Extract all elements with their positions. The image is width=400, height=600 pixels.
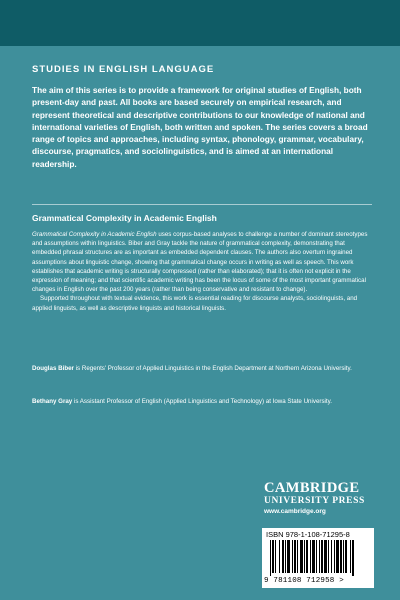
author-bio-biber: [32, 364, 372, 373]
book-description: [32, 230, 372, 313]
description-text: uses corpus-based analyses to challenge a number of dominant stereotypes and assumptions within linguistics. Biber and Gray tackle the nature of grammatical complexity, demonstrating that embedded phrasal structures are as important as embedded dependent clauses. The authors also overturn ingrained assumptions about linguistic change, showing that grammatical change occurs in writing as well as speech. This work establishes that academic writing is structurally compressed (rather than elaborated); that it is often not explicit in the expression of meaning; and that scientific academic writing has been the locus of some of the most important grammatical changes in English over the past 200 years (rather than being conservative and resistant to change).: [32, 231, 368, 294]
series-heading: STUDIES IN ENGLISH LANGUAGE: [32, 64, 215, 75]
author-name: Bethany Gray: [32, 398, 73, 405]
author-bio-text: is Assistant Professor of English (Applied Linguistics and Technology) at Iowa State University.: [72, 398, 333, 405]
author-bio-text: is Regents' Professor of Applied Linguistics in the English Department at Northern Arizona University.: [73, 365, 352, 372]
series-blurb: The aim of this series is to provide a framework for original studies of English, both present-day and past. All books are based securely on empirical research, and represent theoretical and descriptive contributions to our knowledge of national and international varieties of English, both written and spoken. The series covers a broad range of topics and approaches, including syntax, phonology, grammar, vocabulary, discourse, pragmatics, and sociolinguistics, and is aimed at an international readership.: [32, 85, 368, 169]
description-paragraph-1: [32, 230, 372, 294]
description-paragraph-2: Supported throughout with textual evidence, this work is essential reading for discourse analysts, sociolinguists, and applied linguists, as well as descriptive linguists and historical linguists.: [32, 295, 358, 312]
divider: [32, 204, 372, 205]
publisher-logo: [264, 481, 380, 516]
publisher-url: www.cambridge.org: [264, 508, 326, 515]
book-title: Grammatical Complexity in Academic English: [32, 213, 217, 223]
barcode-digits: 9 781108 712958 >: [264, 577, 344, 585]
publisher-name: CAMBRIDGE: [264, 480, 360, 496]
description-title-italic: Grammatical Complexity in Academic English: [32, 231, 157, 238]
barcode: [262, 528, 374, 588]
top-band: [0, 0, 400, 46]
author-bio-gray: [32, 397, 372, 406]
isbn-label: ISBN 978-1-108-71295-8: [266, 530, 350, 539]
barcode-bars: [270, 540, 368, 576]
publisher-subtitle: UNIVERSITY PRESS: [264, 496, 365, 506]
author-name: Douglas Biber: [32, 365, 74, 372]
